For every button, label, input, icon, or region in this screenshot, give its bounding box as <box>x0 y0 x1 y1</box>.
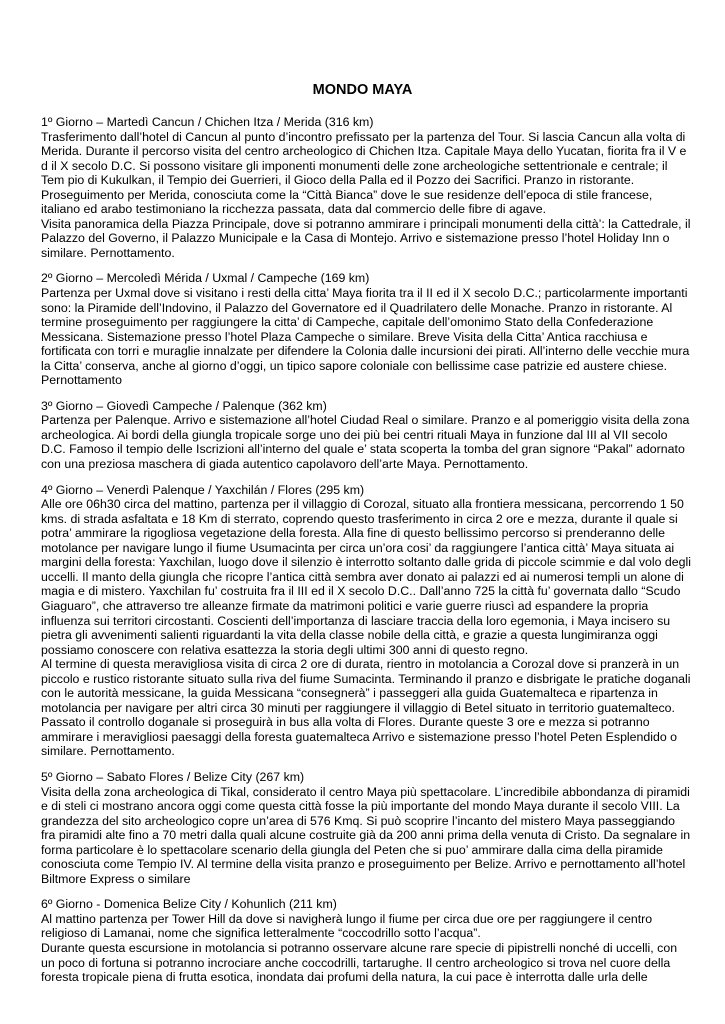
day-section <box>41 897 691 984</box>
day-paragraph: Al mattino partenza per Tower Hill da dove si navigherà lungo il fiume per circa due ore per raggiungere il centro religioso di Lamanai, nome che significa letteralmente “coccodrillo sotto l’acqua”. <box>41 911 653 941</box>
day-paragraph: Trasferimento dall’hotel di Cancun al punto d’incontro prefissato per la partenza del Tour. Si lascia Cancun alla volta di Merida. Durante il percorso visita del centro archeologico di Chichen Itza. Capitale Maya dello Yucatan, fiorita fra il V e d il X secolo D.C. Si possono visitare gli imponenti monumenti delle zone archeologiche settentrionale e centrale; il Tem pio di Kukulkan, il Tempio dei Guerrieri, il Gioco della Palla ed il Pozzo dei Sacrifici. Pranzo in ristorante. Proseguimento per Merida, conosciuta come la “Città Bianca” dove le sue residenze dell’epoca di stile francese, italiano ed arabo testimoniano la ricchezza passata, data dal commercio delle fibre di agave. <box>41 129 687 217</box>
day-heading: 2º Giorno – Mercoledì Mérida / Uxmal / Campeche (169 km) <box>41 271 370 286</box>
itinerary-body <box>41 115 691 996</box>
day-heading: 5º Giorno – Sabato Flores / Belize City (267 km) <box>41 769 305 784</box>
day-paragraph: Partenza per Palenque. Arrivo e sistemazione all’hotel Ciudad Real o similare. Pranzo e al pomeriggio visita della zona archeologica. Ai bordi della giungla tropicale sorge uno dei più bei centri rituali Maya in funzione dal III al VII secolo D.C. Famoso il tempio delle Iscrizioni all’interno del quale e’ stata scoperta la tomba del gran signore “Pakal” adornato con una preziosa maschera di giada autentico capolavoro dell’arte Maya. Pernottamento. <box>41 413 690 472</box>
day-heading: 3º Giorno – Giovedì Campeche / Palenque (362 km) <box>41 398 327 413</box>
day-paragraph: Visita della zona archeologica di Tikal, considerato il centro Maya più spettacolare. L’incredibile abbondanza di piramidi e di steli ci mostrano ancora oggi come questa città fosse la più importante del mondo Maya durante il secolo VIII. La grandezza del sito archeologico copre un’area di 576 Kmq. Si può scoprire l’incanto del mistero Maya passeggiando fra piramidi alte fino a 70 metri dalla quali alcune costruite già da 200 anni prima della venuta di Cristo. Da segnalare in forma particolare è lo spettacolare scenario della giungla del Peten che si puo’ ammirare dalla cima della piramide conosciuta come Tempio IV. Al termine della visita pranzo e proseguimento per Belize. Arrivo e pernottamento all’hotel Biltmore Express o similare <box>41 784 691 886</box>
page-title: MONDO MAYA <box>312 82 413 98</box>
day-paragraph: Al termine di questa meravigliosa visita di circa 2 ore di durata, rientro in motolancia a Corozal dove si pranzerà in un piccolo e rustico ristorante situato sulla riva del fiume Sumacinta. Terminando il pranzo e disbrigate le pratiche doganali con le autorità messicane, la guida Messicana “consegnerà” i passeggeri alla guida Guatemalteca e ripartenza in motolancia per navigare per altri circa 30 minuti per raggiungere il villaggio di Betel situato in territorio guatemalteco. Passato il controllo doganale si proseguirà in bus alla volta di Flores. Durante queste 3 ore e mezza si potranno ammirare i meravigliosi paesaggi della foresta guatemalteca Arrivo e sistemazione presso l’hotel Peten Esplendido o similare. Pernottamento. <box>41 657 691 759</box>
day-heading: 1º Giorno – Martedì Cancun / Chichen Itza / Merida (316 km) <box>41 115 374 129</box>
day-section <box>41 483 691 759</box>
day-section <box>41 399 691 472</box>
day-section <box>41 770 691 886</box>
day-paragraph: Durante questa escursione in motolancia si potranno osservare alcune rare specie di pipistrelli nonché di uccelli, con un poco di fortuna si potranno incrociare anche coccodrilli, tartarughe. Il centro archeologico si trova nel cuore della foresta tropicale piena di frutta esotica, inondata dai profumi della natura, la cui pace è interrotta dalle urla delle <box>41 940 678 985</box>
day-paragraph: Alle ore 06h30 circa del mattino, partenza per il villaggio di Corozal, situato alla frontiera messicana, percorrendo 1 50 kms. di strada asfaltata e 18 Km di sterrato, coprendo questo trasferimento in circa 2 ore e mezza, durante il quale si potra’ ammirare la rigogliosa vegetazione della foresta. Alla fine di questo bellissimo percorso si prenderanno delle motolance per navigare lungo il fiume Usumacinta per circa un’ora cosi’ da raggiungere l’antica città’ Maya situata ai margini della foresta: Yaxchilan, luogo dove il silenzio è interrotto soltanto dalle grida di piccole scimmie e dal volo degli uccelli. Il manto della giungla che ricopre l’antica città sembra aver donato ai palazzi ed ai numerosi templi un alone di magia e di mistero. Yaxchilan fu’ costruita fra il III ed il X secolo D.C.. Dall’anno 725 la città fu’ governata dallo “Scudo Giaguaro”, che attraverso tre alleanze firmate da matrimoni politici e varie guerre riuscì ad espandere la propria influenza sui territori circostanti. Coscienti dell’importanza di lasciare traccia della loro egemonia, i Maya incisero su pietra gli avvenimenti salienti riguardanti la vita della classe nobile della città, e grazie a questa lungimiranza oggi possiamo conoscere con relativa esattezza la storia degli ultimi 300 anni di questo regno. <box>41 497 691 657</box>
day-heading: 6º Giorno - Domenica Belize City / Kohunlich (211 km) <box>41 897 337 912</box>
day-section <box>41 115 691 260</box>
day-paragraph: Visita panoramica della Piazza Principale, dove si potranno ammirare i principali monumenti della città’: la Cattedrale, il Palazzo del Governo, il Palazzo Municipale e la Casa di Montejo. Arrivo e sistemazione presso l’hotel Holiday Inn o similare. Pernottamento. <box>41 216 691 260</box>
day-paragraph: Partenza per Uxmal dove si visitano i resti della citta’ Maya fiorita tra il II ed il X secolo D.C.; particolarmente importanti sono: la Piramide dell’Indovino, il Palazzo del Governatore ed il Quadrilatero delle Monache. Pranzo in ristorante. Al termine proseguimento per raggiungere la citta’ di Campeche, capitale dell’omonimo Stato della Confederazione Messicana. Sistemazione presso l’hotel Plaza Campeche o similare. Breve Visita della Citta’ Antica racchiusa e fortificata con torri e muraglie innalzate per difendere la Colonia dalle incursioni dei pirati. All’interno delle vecchie mura la Citta’ conserva, anche al giorno d’oggi, un tipico sapore coloniale con bellissime case patrizie ed austere chiese. Pernottamento <box>41 286 690 388</box>
day-heading: 4º Giorno – Venerdì Palenque / Yaxchilán / Flores (295 km) <box>41 482 365 497</box>
day-section <box>41 271 691 387</box>
